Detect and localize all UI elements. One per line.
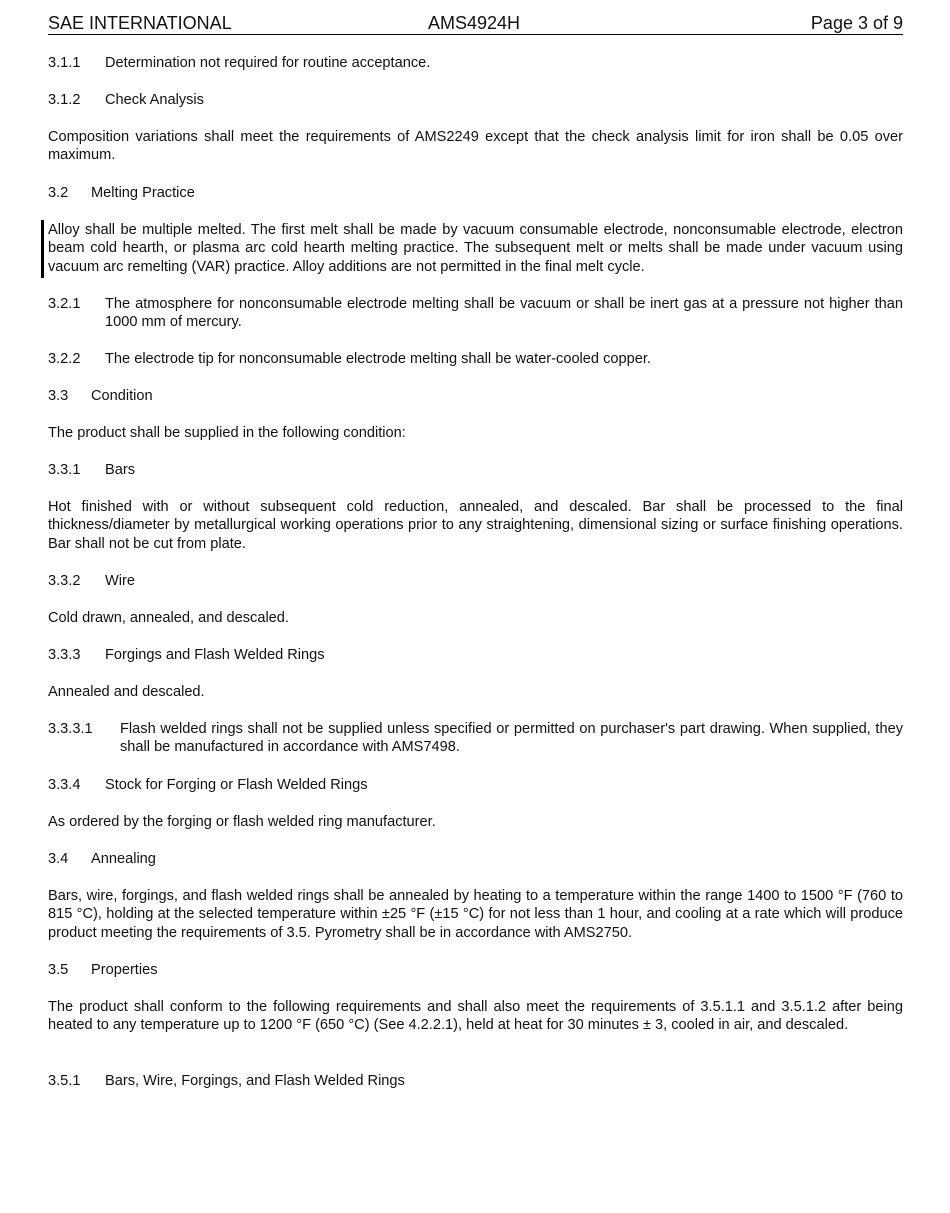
paragraph-check-analysis: Composition variations shall meet the requirements of AMS2249 except that the check analysis limit for iron shall be 0.05 over maximum. [48, 129, 903, 164]
section-number: 3.3 [48, 388, 69, 404]
section-title: Bars, Wire, Forgings, and Flash Welded Rings [105, 1073, 405, 1089]
section-number: 3.5 [48, 962, 69, 978]
paragraph-bars: Hot finished with or without subsequent cold reduction, annealed, and descaled. Bar shall be processed to the final thickness/diameter by metallurgical working operations prior to any straightening, dimensional sizing or surface finishing operations. Bar shall not be cut from plate. [48, 499, 903, 552]
section-3-3-4-heading [48, 776, 903, 794]
section-title: Bars [105, 462, 136, 478]
section-number: 3.2 [48, 185, 69, 201]
paragraph-forgings: Annealed and descaled. [48, 684, 205, 700]
section-title: Properties [91, 962, 158, 978]
section-number: 3.3.4 [48, 777, 81, 793]
section-title: Melting Practice [91, 185, 195, 201]
section-title: Stock for Forging or Flash Welded Rings [105, 777, 368, 793]
section-number: 3.2.1 [48, 296, 81, 312]
section-3-3-1-heading [48, 461, 903, 479]
section-title: Annealing [91, 851, 156, 867]
section-3-3-3-heading [48, 646, 903, 664]
section-number: 3.2.2 [48, 351, 81, 367]
paragraph-properties: The product shall conform to the following requirements and shall also meet the requirements of 3.5.1.1 and 3.5.1.2 after being heated to any temperature up to 1200 °F (650 °C) (See 4.2.2.1), held at heat for 30 minutes ± 3, cooled in air, and descaled. [48, 999, 903, 1034]
section-number: 3.1.1 [48, 55, 81, 71]
section-text: The atmosphere for nonconsumable electrode melting shall be vacuum or shall be inert gas at a pressure not higher than 1000 mm of mercury. [105, 296, 903, 331]
section-3-2-heading [48, 184, 903, 202]
paragraph-condition: The product shall be supplied in the following condition: [48, 425, 406, 441]
paragraph-annealing: Bars, wire, forgings, and flash welded rings shall be annealed by heating to a temperature within the range 1400 to 1500 °F (760 to 815 °C), holding at the selected temperature within ±25 °F (±15 °C) for not less than 1 hour, and cooling at a rate which will produce product meeting the requirements of 3.5. Pyrometry shall be in accordance with AMS2750. [48, 888, 903, 941]
section-title: Forgings and Flash Welded Rings [105, 647, 325, 663]
section-3-1-1 [48, 54, 903, 72]
section-3-4-heading [48, 850, 903, 868]
section-text: Determination not required for routine acceptance. [105, 55, 431, 71]
section-number: 3.1.2 [48, 92, 81, 108]
section-number: 3.3.3.1 [48, 721, 93, 737]
header-document-number: AMS4924H [428, 13, 521, 33]
section-title: Wire [105, 573, 135, 589]
section-number: 3.5.1 [48, 1073, 81, 1089]
section-3-5-heading [48, 961, 903, 979]
paragraph-stock: As ordered by the forging or flash welded ring manufacturer. [48, 814, 436, 830]
section-3-3-heading [48, 387, 903, 405]
page-header [48, 12, 903, 35]
section-3-5-1-heading [48, 1072, 903, 1090]
section-number: 3.3.1 [48, 462, 81, 478]
section-number: 3.3.3 [48, 647, 81, 663]
section-3-2-2 [48, 350, 903, 368]
section-3-1-2-heading [48, 91, 903, 109]
section-text: Flash welded rings shall not be supplied unless specified or permitted on purchaser's part drawing. When supplied, they shall be manufactured in accordance with AMS7498. [120, 721, 903, 756]
header-page-number: Page 3 of 9 [810, 13, 903, 33]
paragraph-melting-practice: Alloy shall be multiple melted. The first melt shall be made by vacuum consumable electrode, nonconsumable electrode, electron beam cold hearth, or plasma arc cold hearth melting practice. The subsequent melt or melts shall be made under vacuum using vacuum arc remelting (VAR) practice. Alloy additions are not permitted in the final melt cycle. [48, 222, 903, 275]
section-3-3-3-1 [48, 720, 903, 757]
header-organization: SAE INTERNATIONAL [48, 13, 232, 33]
section-title: Condition [91, 388, 153, 404]
section-number: 3.4 [48, 851, 69, 867]
section-title: Check Analysis [105, 92, 204, 108]
section-3-2-1 [48, 295, 903, 332]
section-3-3-2-heading [48, 572, 903, 590]
section-text: The electrode tip for nonconsumable electrode melting shall be water-cooled copper. [105, 351, 651, 367]
revision-change-bar [41, 220, 44, 278]
paragraph-wire: Cold drawn, annealed, and descaled. [48, 610, 289, 626]
section-number: 3.3.2 [48, 573, 81, 589]
